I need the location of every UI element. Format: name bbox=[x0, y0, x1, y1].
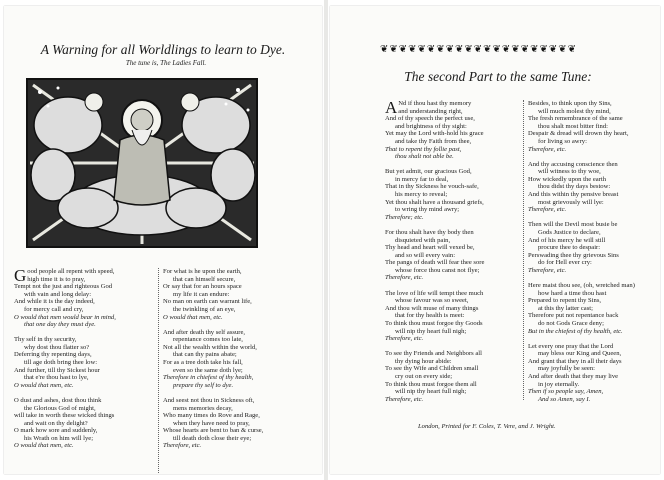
verse-line: To think thou must forgoe thy Goods bbox=[385, 319, 483, 327]
refrain-line: Therefore, etc. bbox=[528, 206, 567, 214]
verse-line: mens memories decay, bbox=[173, 404, 233, 412]
refrain-line: O would that men, etc. bbox=[163, 313, 223, 321]
verse-line: For as a tree doth take his fall, bbox=[163, 359, 243, 367]
refrain-line: Therefore, etc. bbox=[385, 274, 424, 282]
ballad-title: A Warning for all Worldlings to learn to Dye. bbox=[40, 42, 286, 57]
verse-line: and wait on thy delight? bbox=[24, 419, 88, 427]
verse-line: Gods Justice to declare, bbox=[538, 228, 601, 236]
verse-line: The fresh remembrance of the same bbox=[528, 115, 623, 123]
verse-line: thou didst thy days bestow: bbox=[538, 183, 611, 191]
part-two-title: The second Part to the same Tune: bbox=[404, 69, 592, 84]
verse-line: disquieted with pain, bbox=[395, 236, 451, 244]
verse-line: whose favour was so sweet, bbox=[395, 297, 469, 305]
verse-line: And after death that they may live bbox=[528, 373, 619, 380]
verse-line: will nip thy heart full nigh; bbox=[395, 327, 467, 335]
verse-line: And of his mercy he will still bbox=[528, 236, 606, 244]
refrain-line: O would that men would bear in mind, bbox=[14, 313, 116, 321]
verse-line: will much molest thy mind, bbox=[538, 107, 611, 115]
verse-line: why dost thou flatter so? bbox=[24, 343, 90, 351]
verse-line: And seest not thou in Sickness oft, bbox=[163, 396, 255, 404]
verse-line: The pangs of death will fear thee sore bbox=[385, 259, 485, 267]
right-column-1 bbox=[385, 100, 521, 411]
page-gutter bbox=[324, 0, 328, 480]
verse-line: and take thy Faith from thee, bbox=[395, 137, 472, 145]
verse-line: Whose hearts are bent to ban & curse, bbox=[163, 427, 264, 435]
verse-line: Who many times do Rove and Rage, bbox=[163, 412, 260, 420]
verse-line: And grant that they in all their days bbox=[528, 357, 622, 365]
stanza bbox=[528, 100, 653, 153]
verse-line: O dust and ashes, dost thou think bbox=[14, 396, 102, 404]
verse-line: Not all the wealth within the world, bbox=[163, 343, 257, 351]
verse-line: may joyfully be seen: bbox=[538, 365, 595, 373]
verse-line: for living so awry: bbox=[538, 137, 587, 145]
left-column-1 bbox=[14, 268, 156, 458]
verse-line: Besides, to think upon thy Sins, bbox=[528, 100, 612, 107]
verse-line: To think thou must forgoe them all bbox=[385, 380, 477, 388]
verse-line: repentance comes too late, bbox=[173, 336, 243, 344]
stanza bbox=[163, 329, 308, 390]
verse-line: do not Gods Grace deny; bbox=[538, 319, 604, 327]
verse-line: For what is he upon the earth, bbox=[163, 268, 242, 275]
verse-line: Yet may the Lord with-hold his grace bbox=[385, 130, 484, 138]
verse-line: when they have need to pray, bbox=[173, 419, 250, 427]
verse-line: That in thy Sickness he vouch-safe, bbox=[385, 183, 479, 191]
verse-line: Despair & dread will drown thy heart, bbox=[528, 130, 629, 138]
verse-line: The love of life will tempt thee much bbox=[385, 289, 484, 297]
verse-line: Nd if thou hast thy memory bbox=[398, 100, 472, 107]
verse-line: For thou shalt have thy body then bbox=[385, 228, 474, 236]
verse-line: will nip thy heart full nigh; bbox=[395, 388, 467, 396]
stanza bbox=[385, 350, 521, 403]
verse-line: till age doth bring thee low: bbox=[24, 359, 98, 367]
refrain-line: Therefore, etc. bbox=[385, 395, 424, 403]
verse-line: Yet thou shalt have a thousand griefs, bbox=[385, 198, 484, 206]
verse-line: To see thy Friends and Neighbors all bbox=[385, 350, 482, 358]
drop-cap: G bbox=[14, 266, 27, 285]
stanza bbox=[163, 268, 308, 321]
verse-line: will witness to thy woe, bbox=[538, 168, 601, 176]
refrain-line: prepare thy self to dye. bbox=[173, 381, 234, 389]
verse-line: That to repent thy follie past, bbox=[385, 145, 462, 153]
verse-line: my life it can endure: bbox=[173, 290, 230, 298]
verse-line: Then will the Devil most busie be bbox=[528, 221, 618, 229]
stanza bbox=[14, 336, 156, 389]
verse-line: cry out on every side; bbox=[395, 373, 453, 380]
refrain-line: Therefore; etc. bbox=[385, 213, 424, 221]
verse-line: Perswading thee thy grievous Sins bbox=[528, 251, 619, 259]
printer-imprint: London, Printed for F. Coles, T. Vere, and J. Wright. bbox=[418, 423, 556, 430]
verse-line: thou shalt not able be. bbox=[395, 153, 454, 161]
ornament-border: ❦❦❦❦❦❦❦❦❦❦❦❦❦❦❦❦❦❦❦❦❦ bbox=[380, 44, 577, 55]
verse-line: And this within thy pensive breast bbox=[528, 191, 619, 199]
verse-line: will take in worth these wicked things bbox=[14, 412, 115, 420]
verse-line: Deferring thy repenting days, bbox=[14, 351, 92, 359]
refrain-line: that one day they must dye. bbox=[24, 321, 96, 329]
woodcut-image bbox=[28, 80, 256, 246]
refrain-line: Therefore, etc. bbox=[385, 335, 424, 343]
verse-line: the Glorious God of might, bbox=[24, 404, 96, 412]
verse-line: that for thy health is meet: bbox=[395, 312, 465, 320]
verse-line: thy dying hour abide: bbox=[395, 357, 452, 365]
left-page bbox=[4, 6, 322, 474]
verse-line: and understanding right, bbox=[398, 107, 463, 115]
verse-line: his Wrath on him will lye; bbox=[24, 434, 94, 442]
verse-line: till death doth close their eye; bbox=[173, 434, 252, 442]
verse-line: the twinkling of an eye, bbox=[173, 305, 236, 313]
verse-line: And so Amen, say I. bbox=[538, 395, 591, 403]
verse-line: Thy head and heart will vexed be, bbox=[385, 244, 475, 252]
verse-line: How wickedly upon the earth bbox=[528, 175, 607, 183]
verse-line: But yet admit, our gracious God, bbox=[385, 168, 472, 176]
verse-line: may bless our King and Queen, bbox=[538, 350, 622, 358]
verse-line: his mercy to reveal; bbox=[395, 191, 448, 199]
verse-line: Let every one pray that the Lord bbox=[528, 342, 614, 350]
stanza bbox=[14, 268, 156, 329]
right-page bbox=[330, 6, 660, 474]
verse-line: Here maist thou see, (oh, wretched man) bbox=[528, 281, 635, 289]
drop-cap: A bbox=[385, 98, 398, 117]
woodcut-illustration bbox=[26, 78, 258, 248]
verse-line: for mercy call and cry, bbox=[24, 305, 84, 313]
stanza bbox=[528, 161, 653, 214]
verse-line: in mercy far to deal, bbox=[395, 175, 449, 183]
verse-line: Then if so people say, Amen, bbox=[528, 388, 604, 396]
verse-line: do for Hell ever cry: bbox=[538, 259, 592, 267]
verse-line: most grievously will lye: bbox=[538, 198, 604, 206]
verse-line: Therefore put not repentance back bbox=[528, 312, 619, 320]
refrain-line: Therefore, etc. bbox=[163, 442, 202, 450]
verse-line: ood people all repent with speed, bbox=[27, 268, 115, 275]
verse-line: procure thee to despair: bbox=[538, 244, 601, 252]
verse-line: And while it is the day indeed, bbox=[14, 298, 95, 306]
verse-line: in joy eternally. bbox=[538, 380, 580, 388]
verse-line: and so will every vain: bbox=[395, 251, 456, 259]
refrain-line: Therefore in chiefest of thy health, bbox=[163, 374, 254, 382]
stanza bbox=[528, 282, 653, 335]
refrain-line: But in the chiefest of thy health, etc. bbox=[528, 327, 623, 335]
verse-line: Tempt not the just and righteous God bbox=[14, 283, 113, 291]
verse-line: high time it is to pray, bbox=[27, 275, 86, 283]
verse-line: To see thy Wife and Children small bbox=[385, 365, 479, 373]
refrain-line: Therefore, etc. bbox=[528, 266, 567, 274]
tune-note: The tune is, The Ladies Fall. bbox=[125, 59, 207, 67]
verse-line: And of thy speech the perfect use, bbox=[385, 115, 475, 123]
refrain-line: O would that men, etc. bbox=[14, 442, 74, 450]
verse-line: O mark how sore and suddenly, bbox=[14, 427, 98, 435]
stanza bbox=[385, 290, 521, 343]
verse-line: And further, till thy Sickest hour bbox=[14, 366, 100, 374]
verse-line: that can thy pains abate; bbox=[173, 351, 237, 359]
verse-line: at this thy latter cast; bbox=[538, 304, 593, 312]
stanza bbox=[14, 397, 156, 450]
stanza bbox=[528, 343, 653, 404]
stanza bbox=[385, 229, 521, 282]
verse-line: with vain and long delay: bbox=[24, 290, 92, 298]
left-column-2 bbox=[158, 268, 308, 473]
verse-line: how hard a time thou hast bbox=[538, 289, 607, 297]
verse-line: that e're thou hast to lye, bbox=[24, 374, 89, 382]
verse-line: And thy accusing conscience then bbox=[528, 160, 618, 168]
stanza bbox=[163, 397, 308, 450]
stanza bbox=[385, 100, 521, 161]
verse-line: Or say that for an hours space bbox=[163, 283, 242, 291]
verse-line: Thy self in thy security, bbox=[14, 336, 77, 344]
refrain-line: O would that men, etc. bbox=[14, 381, 74, 389]
verse-line: And after death thy self assure, bbox=[163, 328, 246, 336]
verse-line: No man on earth can warrant life, bbox=[163, 298, 252, 306]
verse-line: whose force thou canst not flye; bbox=[395, 266, 480, 274]
verse-line: even so the same doth lye; bbox=[173, 366, 243, 374]
verse-line: Prepared to repent thy Sins, bbox=[528, 297, 602, 305]
stanza bbox=[528, 221, 653, 274]
right-column-2 bbox=[523, 100, 653, 403]
verse-line: And thou wilt muse of many things bbox=[385, 304, 479, 312]
stanza bbox=[385, 168, 521, 221]
verse-line: and brightness of thy sight: bbox=[395, 122, 467, 130]
verse-line: to wring thy mind awry; bbox=[395, 206, 460, 214]
verse-line: that can himself secure, bbox=[173, 275, 236, 283]
refrain-line: Therefore, etc. bbox=[528, 145, 567, 153]
verse-line: thou shalt most bitter find: bbox=[538, 122, 608, 130]
